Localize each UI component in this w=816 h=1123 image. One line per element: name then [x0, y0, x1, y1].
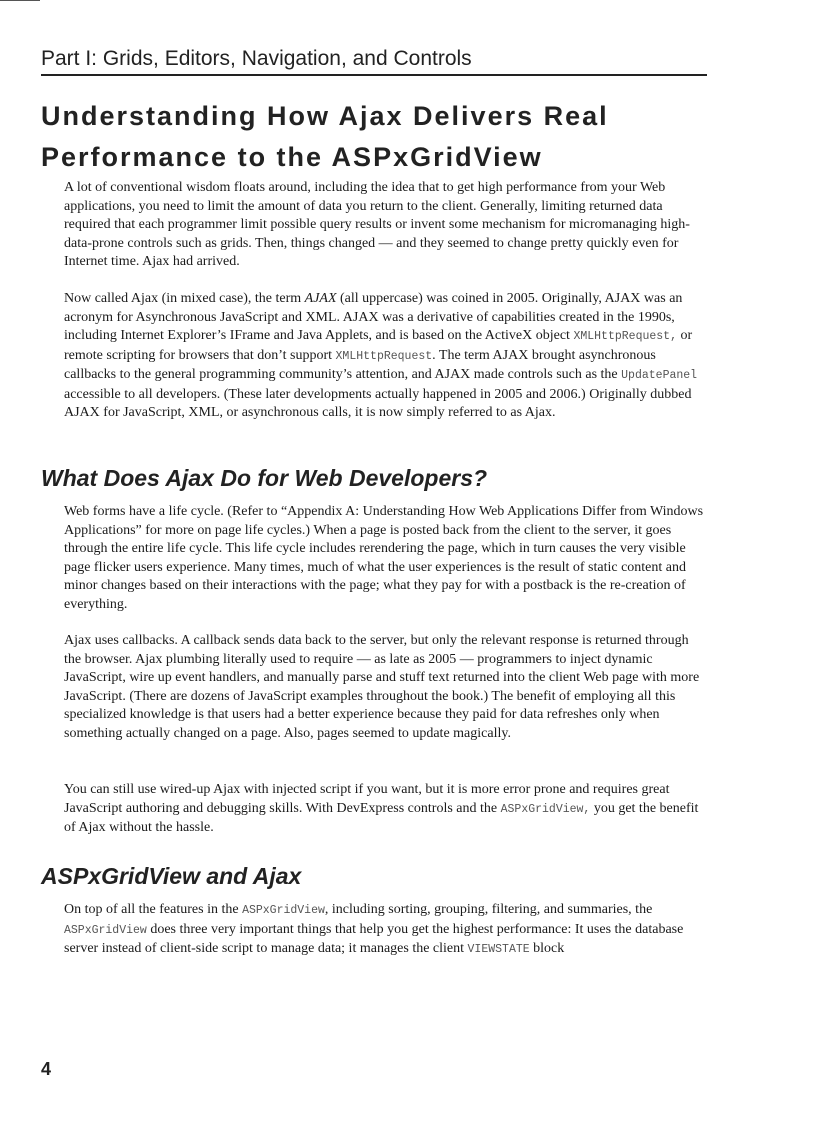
running-head: Part I: Grids, Editors, Navigation, and Controls [41, 46, 707, 76]
chapter-title-line-2: Performance to the ASPxGridView [41, 142, 543, 172]
section1-paragraph-3: You can still use wired-up Ajax with injected script if you want, but it is more error prone and requires great JavaScript authoring and debugging skills. With DevExpress controls and the ASPxGridView, you get the benefit of Ajax without the hassle. [64, 782, 699, 835]
intro-paragraph-1: A lot of conventional wisdom floats around, including the idea that to get high performance from your Web applications, you need to limit the amount of data you return to the client. Generally, limiting returned data required that each programmer limit possible query results or invent some mechanism for micromanaging high-data-prone controls such as grids. Then, things changed — and they seemed to change pretty quickly even for Internet time. Ajax had arrived. [64, 180, 690, 269]
section1-paragraph-2: Ajax uses callbacks. A callback sends data back to the server, but only the relevant response is returned through the browser. Ajax plumbing literally used to require — as late as 2005 — programmers to inject dynamic JavaScript, wire up event handlers, and manually parse and stuff text returned into the client Web page with more JavaScript. (There are dozens of JavaScript examples throughout the book.) The benefit of employing all this specialized knowledge is that users had a better experience because they paid for data refreshes only when something actually changed on a page. Also, pages seemed to update magically. [64, 633, 700, 741]
section2-paragraph-1: On top of all the features in the ASPxGridView, including sorting, grouping, filtering, and summaries, the ASPxGridView does three very important things that help you get the highest performance: It uses the database server instead of client-side script to manage data; it manages the client VIEWSTATE block [64, 902, 684, 956]
section-heading-web-developers: What Does Ajax Do for Web Developers? [41, 465, 488, 491]
chapter-title [41, 96, 741, 178]
section-heading-aspxgridview-ajax: ASPxGridView and Ajax [41, 863, 302, 889]
chapter-title-line-1: Understanding How Ajax Delivers Real [41, 101, 609, 131]
section1-paragraph-1: Web forms have a life cycle. (Refer to “Appendix A: Understanding How Web Applications Differ from Windows Applications” for more on page life cycles.) When a page is posted back from the client to the server, it goes through the entire life cycle. This life cycle includes rerendering the page, which in turn causes the very visible page flicker users experience. Many times, much of what the user experiences is the result of static content and minor changes based on their interactions with the page; what they pay for with a postback is the re-creation of everything. [64, 504, 704, 612]
intro-paragraph-2: Now called Ajax (in mixed case), the term AJAX (all uppercase) was coined in 2005. Originally, AJAX was an acronym for Asynchronous JavaScript and XML. AJAX was a derivative of capabilities created in the 1990s, including Internet Explorer’s IFrame and Java Applets, and is based on the ActiveX object XMLHttpRequest, or remote scripting for browsers that don’t support XMLHttpRequest. The term AJAX brought asynchronous callbacks to the general programming community’s attention, and AJAX made controls such as the UpdatePanel accessible to all developers. (These later developments actually happened in 2005 and 2006.) Originally dubbed AJAX for JavaScript, XML, or asynchronous calls, it is now simply referred to as Ajax. [64, 291, 698, 420]
page-number: 4 [41, 1059, 52, 1079]
crop-mark [0, 0, 40, 1]
